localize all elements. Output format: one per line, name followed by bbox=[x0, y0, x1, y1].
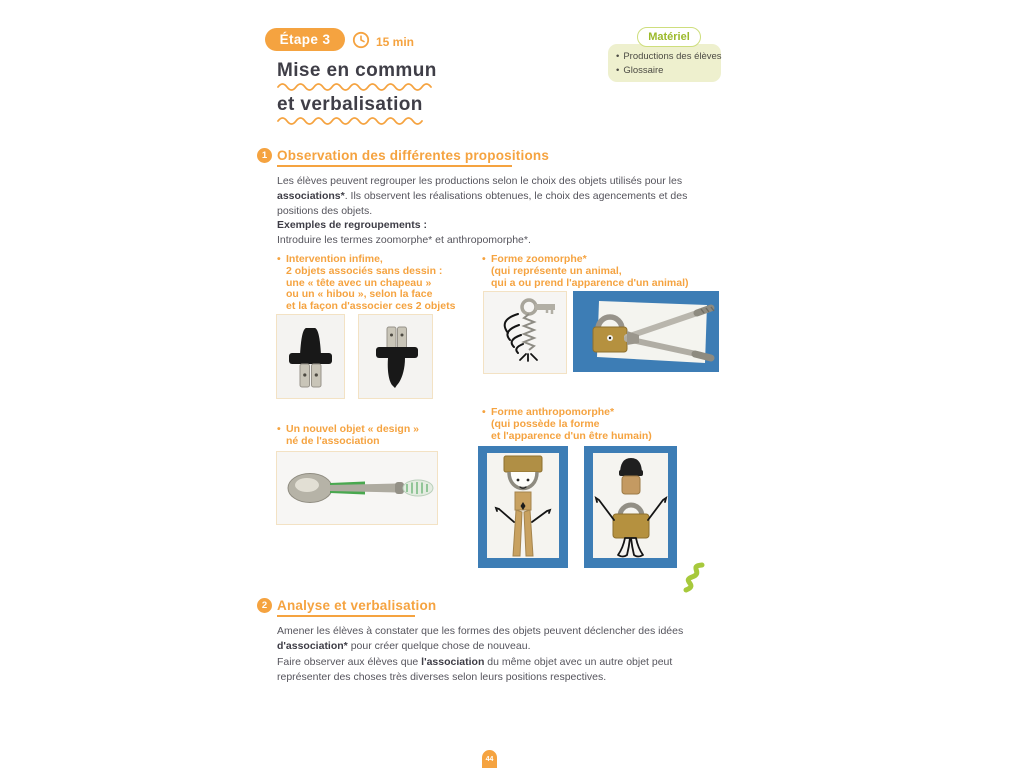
examples-label: Exemples de regroupements : bbox=[277, 219, 427, 231]
materiel-title: Matériel bbox=[637, 27, 701, 47]
paragraph-text: pour créer quelque chose de nouveau. bbox=[347, 640, 531, 652]
clock-icon bbox=[352, 31, 370, 52]
materiel-item bbox=[616, 63, 663, 78]
bullet-glyph: • bbox=[277, 253, 281, 265]
paragraph-bold-text: l'association bbox=[421, 656, 485, 668]
left-bullet-2 bbox=[277, 423, 420, 448]
step-badge: Étape 3 bbox=[265, 28, 345, 51]
clothespin-person-photo bbox=[478, 446, 568, 573]
bullet-line: Forme zoomorphe* bbox=[491, 253, 587, 265]
bullet-glyph: • bbox=[616, 51, 620, 62]
wavy-underline-1 bbox=[277, 82, 433, 91]
materiel-item bbox=[616, 49, 722, 64]
bullet-line: Forme anthropomorphe* bbox=[491, 406, 615, 418]
bullet-line: (qui représente un animal, bbox=[491, 264, 622, 277]
bullet-line: Intervention infime, bbox=[286, 253, 383, 265]
bullet-line: et l'apparence d'un être humain) bbox=[491, 429, 652, 442]
bullet-glyph: • bbox=[482, 406, 486, 418]
spoon-toothbrush-photo bbox=[276, 451, 438, 525]
bullet-glyph: • bbox=[277, 423, 281, 435]
page-number-badge: 44 bbox=[482, 750, 497, 768]
section2-paragraph-1 bbox=[277, 624, 720, 654]
section2-heading-underline bbox=[277, 615, 415, 617]
bullet-line: ou un « hibou », selon la face bbox=[286, 288, 433, 301]
bullet-line: né de l'association bbox=[286, 434, 380, 447]
section2-number: 2 bbox=[257, 598, 272, 613]
paragraph-text: . Ils observent les réalisations obtenues, le choix des agencements et des positions des objets. bbox=[277, 190, 688, 217]
left-bullet-1 bbox=[277, 253, 456, 313]
page-title-line1: Mise en commun bbox=[277, 60, 437, 81]
key-spring-bird-photo bbox=[483, 291, 567, 374]
duration bbox=[352, 31, 414, 52]
padlock-person-photo bbox=[584, 446, 677, 573]
clip-plug-hat-photo bbox=[276, 314, 345, 399]
right-bullet-2 bbox=[482, 406, 652, 442]
page-title-line2: et verbalisation bbox=[277, 94, 423, 115]
materiel-item-label: Glossaire bbox=[623, 65, 664, 76]
examples-intro: Introduire les termes zoomorphe* et anthropomorphe*. bbox=[277, 234, 531, 246]
bullet-line: une « tête avec un chapeau » bbox=[286, 276, 432, 289]
bullet-glyph: • bbox=[616, 65, 620, 76]
materiel-item-label: Productions des élèves bbox=[623, 51, 722, 62]
section1-paragraph bbox=[277, 174, 720, 219]
wavy-underline-2 bbox=[277, 116, 425, 125]
section1-heading: Observation des différentes propositions bbox=[277, 148, 550, 163]
padlock-compass-photo bbox=[573, 291, 719, 377]
bullet-line: et la façon d'associer ces 2 objets bbox=[286, 300, 456, 313]
paragraph-text: Les élèves peuvent regrouper les productions selon le choix des objets utilisés pour les bbox=[277, 175, 683, 187]
bullet-line: (qui possède la forme bbox=[491, 417, 600, 430]
paragraph-bold-text: d'association* bbox=[277, 640, 348, 652]
right-bullet-1 bbox=[482, 253, 689, 289]
bullet-line: 2 objets associés sans dessin : bbox=[286, 264, 443, 277]
section2-paragraph-2 bbox=[277, 655, 720, 685]
bullet-glyph: • bbox=[482, 253, 486, 265]
section1-heading-underline bbox=[277, 165, 512, 167]
paragraph-text: du même objet avec un autre objet peut représenter des choses très diverses selon leurs positions respectives. bbox=[277, 656, 673, 683]
bullet-line: Un nouvel objet « design » bbox=[286, 423, 420, 435]
section1-number: 1 bbox=[257, 148, 272, 163]
paragraph-text: Faire observer aux élèves que bbox=[277, 656, 422, 668]
paragraph-bold-text: associations* bbox=[277, 190, 345, 202]
squiggle-decoration bbox=[679, 561, 709, 595]
paragraph-text: Amener les élèves à constater que les formes des objets peuvent déclencher des idées bbox=[277, 625, 684, 637]
duration-label: 15 min bbox=[376, 34, 415, 49]
bullet-line: qui a ou prend l'apparence d'un animal) bbox=[491, 276, 689, 289]
section2-heading: Analyse et verbalisation bbox=[277, 598, 437, 613]
clip-plug-owl-photo bbox=[358, 314, 433, 399]
